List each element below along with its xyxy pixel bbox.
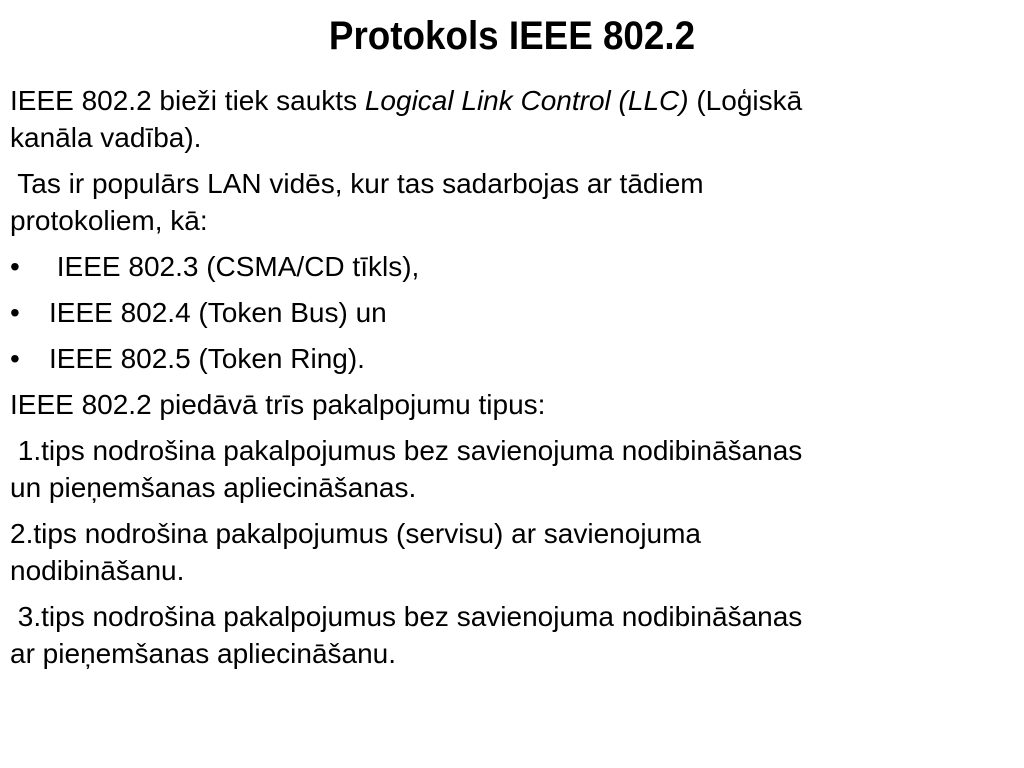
slide-body [10,82,1010,681]
lan-line-1: Tas ir populārs LAN vidēs, kur tas sadarbojas ar tādiem [10,168,704,199]
intro-prefix: IEEE 802.2 bieži tiek saukts [10,85,365,116]
bullet-item-802-3 [10,248,1010,285]
lan-paragraph [10,165,1010,239]
bullet-marker: • [10,251,20,282]
bullet-item-802-5 [10,340,1010,377]
intro-paragraph [10,82,1010,156]
service-type-1 [10,432,1010,506]
bullet-text: IEEE 802.5 (Token Ring). [49,343,365,374]
bullet-marker: • [10,343,20,374]
bullet-text: IEEE 802.4 (Token Bus) un [49,297,387,328]
bullet-text: IEEE 802.3 (CSMA/CD tīkls), [49,251,420,282]
service-3-line-2: ar pieņemšanas apliecināšanu. [10,638,397,669]
service-type-2 [10,515,1010,589]
service-1-line-1: 1.tips nodrošina pakalpojumus bez savienojuma nodibināšanas [10,435,803,466]
service-2-line-1: 2.tips nodrošina pakalpojumus (servisu) ar savienojuma [10,518,702,549]
intro-line-2: kanāla vadība). [10,122,202,153]
services-heading [10,386,1010,423]
service-type-3 [10,598,1010,672]
bullet-item-802-4 [10,294,1010,331]
service-3-line-1: 3.tips nodrošina pakalpojumus bez savienojuma nodibināšanas [10,601,803,632]
services-heading-line: IEEE 802.2 piedāvā trīs pakalpojumu tipus: [10,389,546,420]
lan-line-2: protokoliem, kā: [10,205,208,236]
slide-title: Protokols IEEE 802.2 [328,14,696,58]
llc-term: Logical Link Control (LLC) [364,85,689,116]
intro-line-1 [10,82,1010,119]
service-2-line-2: nodibināšanu. [10,555,185,586]
service-1-line-2: un pieņemšanas apliecināšanas. [10,472,417,503]
intro-suffix: (Loģiskā [688,85,803,116]
bullet-marker: • [10,297,20,328]
